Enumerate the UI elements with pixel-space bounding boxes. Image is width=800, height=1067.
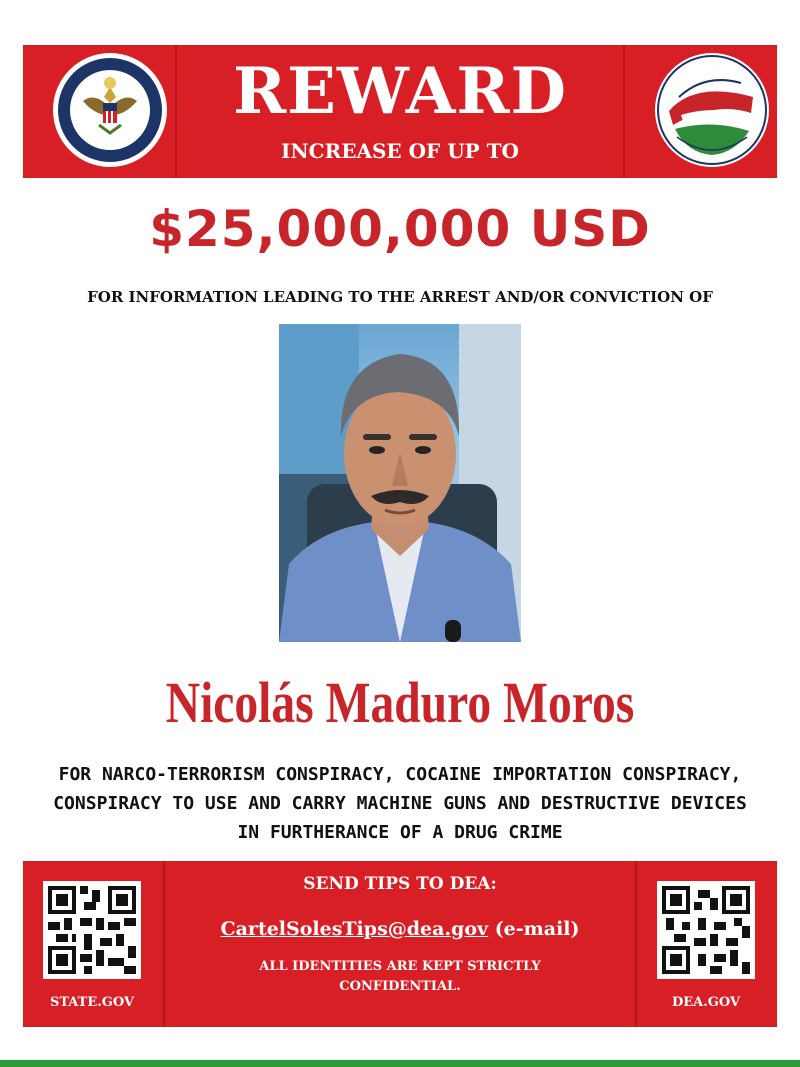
dea-qr-code-icon[interactable]	[657, 881, 755, 979]
reward-amount: $25,000,000 USD	[149, 200, 651, 258]
bottom-banner	[23, 861, 777, 1027]
subject-name: Nicolás Maduro Moros	[165, 670, 635, 735]
subject-photo	[279, 324, 521, 642]
dea-gov-link[interactable]: DEA.GOV	[671, 995, 741, 1010]
tips-email-suffix: (e-mail)	[494, 918, 580, 940]
top-banner	[23, 45, 777, 178]
reward-headline: REWARD	[232, 54, 568, 129]
banner-divider-right	[623, 45, 625, 178]
state-gov-link[interactable]: STATE.GOV	[49, 995, 135, 1010]
reward-subheadline: INCREASE OF UP TO	[281, 139, 519, 163]
footer-accent-line	[0, 1060, 800, 1067]
tips-email-link[interactable]: CartelSolesTips@dea.gov	[220, 918, 489, 940]
us-department-of-state-seal-icon	[53, 53, 167, 167]
subject-charges: FOR NARCO-TERRORISM CONSPIRACY, COCAINE IMPORTATION CONSPIRACY, CONSPIRACY TO USE AND CARRY MACHINE GUNS AND DESTRUCTIVE DEVICES IN FURTHERANCE OF A DRUG CRIME	[53, 764, 747, 843]
state-qr-code-icon[interactable]	[43, 881, 141, 979]
dea-logo-icon	[655, 53, 769, 167]
tips-title: SEND TIPS TO DEA:	[303, 874, 497, 894]
bottom-divider-right	[635, 861, 637, 1027]
confidentiality-note: ALL IDENTITIES ARE KEPT STRICTLY CONFIDENTIAL.	[259, 959, 541, 994]
reward-lead-text: FOR INFORMATION LEADING TO THE ARREST AND/OR CONVICTION OF	[87, 288, 713, 306]
tips-email-row	[165, 917, 635, 941]
